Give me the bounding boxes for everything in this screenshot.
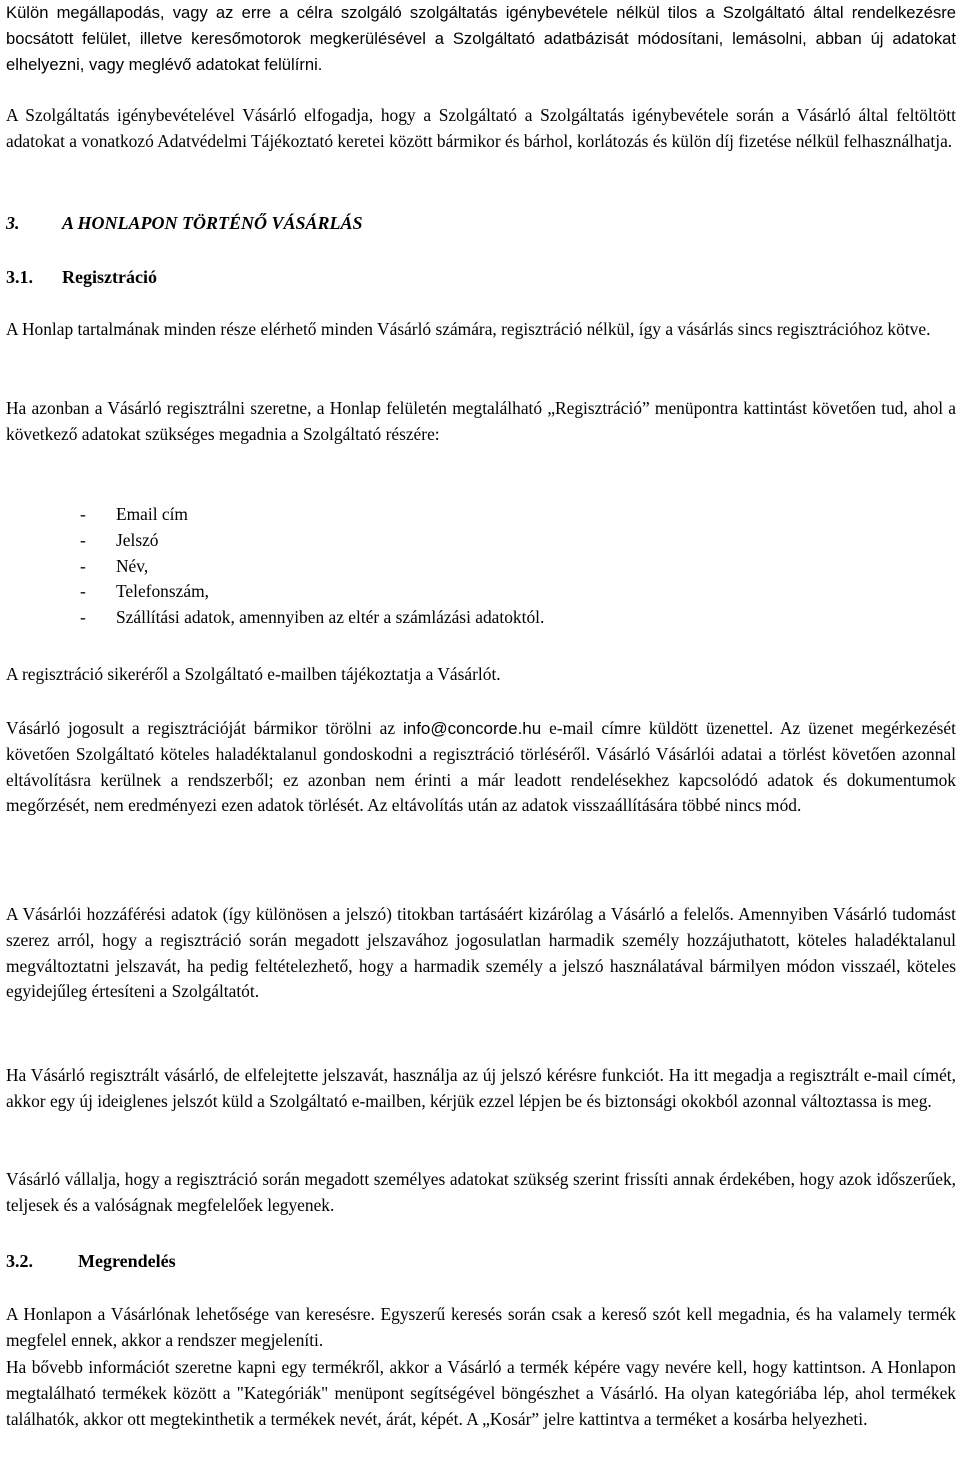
paragraph-data-update: Vásárló vállalja, hogy a regisztráció során megadott személyes adatokat szükség szerint frissíti annak érdekében, hogy azok időszerűek, teljesek és a valóságnak megfelelőek legyenek.	[6, 1169, 956, 1215]
section-3-title: A HONLAPON TÖRTÉNŐ VÁSÁRLÁS	[62, 213, 363, 233]
list-item: - Telefonszám,	[80, 581, 209, 602]
list-item: - Jelszó	[80, 529, 159, 550]
paragraph-registration-deletion: Vásárló jogosult a regisztrációját bármikor törölni az info@concorde.hu e-mail címre küldött üzenettel. Az üzenet megérkezését követően Szolgáltató köteles haladéktalanul gondoskodni a regisztráció törléséről. Vásárló Vásárlói adatai a törlést követően azonnal eltávolításra kerülnek a rendszerből; ez azonban nem érinti a már leadott rendelésekhez kapcsolódó adatok és dokumentumok megőrzését, nem eredményezi ezen adatok törlését. Az eltávolítás után az adatok visszaállítására többé nincs mód.	[6, 718, 956, 816]
paragraph-registration-how: Ha azonban a Vásárló regisztrálni szeretne, a Honlap felületén megtalálható „Regisztráció” menüpontra kattintást követően tud, ahol a következő adatokat szükséges megadnia a Szolgáltató részére:	[6, 398, 956, 444]
paragraph-registration-optional: A Honlap tartalmának minden része elérhető minden Vásárló számára, regisztráció nélkül, így a vásárlás sincs regisztrációhoz kötve.	[6, 319, 931, 339]
section-3-number: 3.	[6, 213, 20, 233]
paragraph-registration-success: A regisztráció sikeréről a Szolgáltató e-mailben tájékoztatja a Vásárlót.	[6, 664, 501, 684]
paragraph-access-responsibility: A Vásárlói hozzáférési adatok (így különösen a jelszó) titokban tartásáért kizárólag a Vásárló a felelős. Amennyiben Vásárló tudomást szerez arról, hogy a regisztráció során megadott jelszavához jogosulatlan harmadik személy hozzájuthatott, köteles haladéktalanul megváltoztatni jelszavát, ha pedig feltételezhető, hogy a harmadik személy a jelszó használatával bármilyen módon visszaél, köteles egyidejűleg értesíteni a Szolgáltatót.	[6, 904, 956, 1002]
paragraph-product-info: Ha bővebb információt szeretne kapni egy termékről, akkor a Vásárló a termék képére vagy nevére kell, hogy kattintson. A Honlapon megtalálható termékek között a "Kategóriák" menüpont segítségével böngészhet a Vásárló. Ha olyan kategóriába lép, ahol termékek találhatók, akkor ott megtekinthetik a termékek nevét, árát, képét. A „Kosár” jelre kattintva a terméket a kosárba helyezheti.	[6, 1357, 956, 1429]
section-3-2-heading	[6, 1248, 176, 1274]
section-3-heading	[6, 210, 363, 236]
paragraph-search: A Honlapon a Vásárlónak lehetősége van keresésre. Egyszerű keresés során csak a kereső szót kell megadnia, és ha valamely termék megfelel ennek, akkor a rendszer megjeleníti.	[6, 1304, 956, 1350]
section-3-2-number: 3.2.	[6, 1251, 33, 1271]
section-3-2-title: Megrendelés	[78, 1251, 176, 1271]
paragraph-forgot-password: Ha Vásárló regisztrált vásárló, de elfelejtette jelszavát, használja az új jelszó kérésre funkciót. Ha itt megadja a regisztrált e-mail címét, akkor egy új ideiglenes jelszót küld a Szolgáltató e-mailben, kérjük ezzel lépjen be és biztonsági okokból azonnal változtassa is meg.	[6, 1065, 956, 1111]
email-link[interactable]: info@concorde.hu	[402, 719, 542, 738]
list-item: - Szállítási adatok, amennyiben az eltér a számlázási adatoktól.	[80, 607, 545, 628]
list-item: - Név,	[80, 555, 149, 576]
section-3-1-title: Regisztráció	[62, 267, 157, 287]
paragraph-database-modification: Külön megállapodás, vagy az erre a célra szolgáló szolgáltatás igénybevétele nélkül tilos a Szolgáltató által rendelkezésre bocsátott felület, illetve keresőmotorok megkerülésével a Szolgáltató adatbázisát módosítani, lemásolni, abban új adatokat elhelyezni, vagy meglévő adatokat felülírni.	[6, 3, 956, 74]
list-item: - Email cím	[80, 504, 188, 524]
section-3-1-heading	[6, 264, 157, 290]
registration-fields-list	[6, 502, 956, 631]
section-3-1-number: 3.1.	[6, 267, 33, 287]
paragraph-service-usage: A Szolgáltatás igénybevételével Vásárló elfogadja, hogy a Szolgáltató a Szolgáltatás igénybevétele során a Vásárló által feltöltött adatokat a vonatkozó Adatvédelmi Tájékoztató keretei között bármikor és bárhol, korlátozás és külön díj fizetése nélkül felhasználhatja.	[6, 105, 956, 151]
